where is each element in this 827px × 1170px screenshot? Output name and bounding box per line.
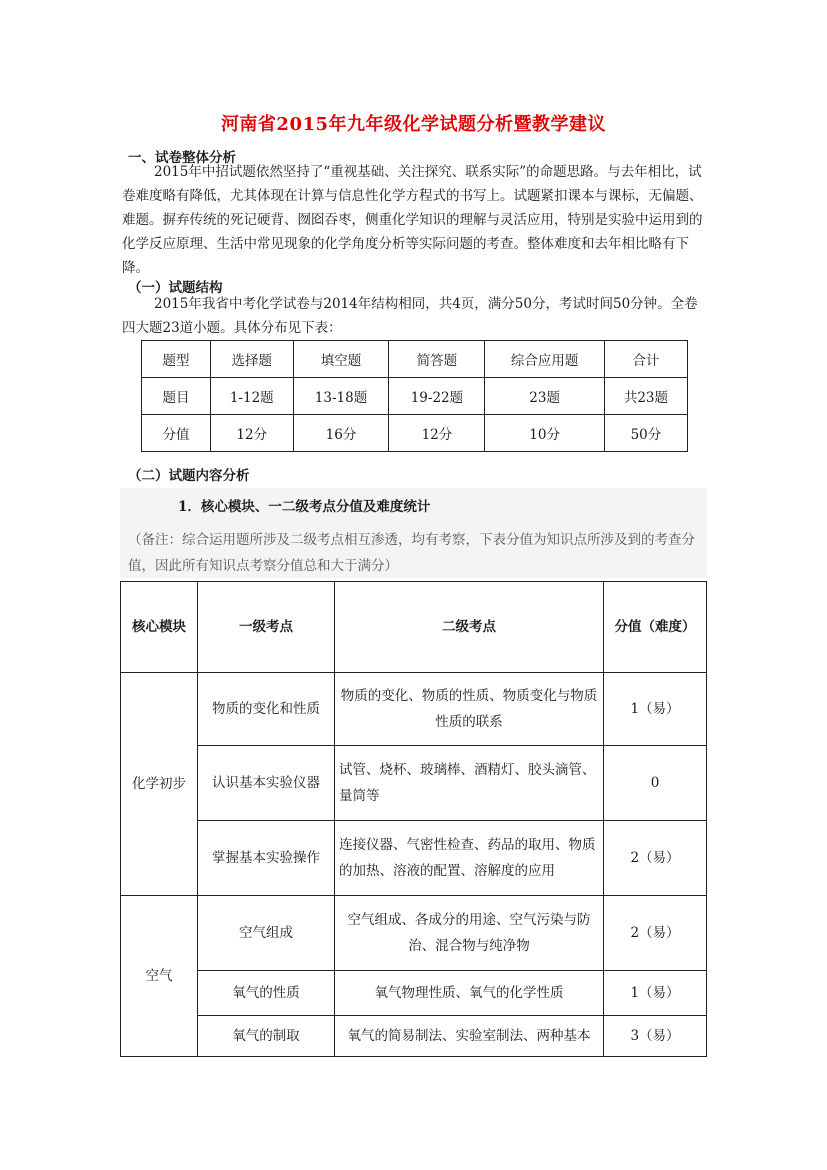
level1-cell: 物质的变化和性质 xyxy=(198,673,335,746)
header-cell: 二级考点 xyxy=(335,582,604,673)
table-cell: 题型 xyxy=(142,341,211,378)
table-cell: 16分 xyxy=(293,415,389,452)
table-note: （备注：综合运用题所涉及二级考点相互渗透，均有考察，下表分值为知识点所涉及到的考查分值，因此所有知识点考察分值总和大于满分） xyxy=(128,532,695,574)
table-cell: 12分 xyxy=(211,415,294,452)
module-cell: 化学初步 xyxy=(121,673,198,896)
section-heading-overall: 一、试卷整体分析 xyxy=(128,150,236,166)
level2-cell: 试管、烧杯、玻璃棒、酒精灯、胶头滴管、量筒等 xyxy=(335,746,604,821)
table-row xyxy=(121,1016,707,1057)
header-cell: 分值（难度） xyxy=(604,582,707,673)
table-cell: 填空题 xyxy=(293,341,389,378)
module-cell: 空气 xyxy=(121,896,198,1057)
overall-analysis-paragraph xyxy=(122,160,707,280)
table-cell: 10分 xyxy=(485,415,604,452)
table-row xyxy=(142,341,688,378)
table-row xyxy=(142,378,688,415)
table-cell: 23题 xyxy=(485,378,604,415)
level1-cell: 空气组成 xyxy=(198,896,335,971)
score-cell: 2（易） xyxy=(604,821,707,896)
document-title: 河南省2015年九年级化学试题分析暨教学建议 xyxy=(220,114,607,135)
level1-cell: 氧气的性质 xyxy=(198,971,335,1016)
table-cell: 题目 xyxy=(142,378,211,415)
subsection-heading: 1．核心模块、一二级考点分值及难度统计 xyxy=(178,499,431,515)
table-cell: 简答题 xyxy=(389,341,485,378)
knowledge-points-table xyxy=(120,581,707,1057)
table-cell: 综合应用题 xyxy=(485,341,604,378)
table-cell: 共23题 xyxy=(604,378,687,415)
section-heading-structure: （一）试题结构 xyxy=(128,280,223,296)
table-cell: 50分 xyxy=(604,415,687,452)
score-cell: 1（易） xyxy=(604,971,707,1016)
score-cell: 2（易） xyxy=(604,896,707,971)
structure-table xyxy=(141,340,688,452)
structure-text: 2015年我省中考化学试卷与2014年结构相同，共4页，满分50分，考试时间50分钟。全卷四大题23道小题。具体分布见下表： xyxy=(122,296,698,336)
header-cell: 核心模块 xyxy=(121,582,198,673)
level1-cell: 认识基本实验仪器 xyxy=(198,746,335,821)
table-row xyxy=(121,673,707,746)
level2-cell: 氧气物理性质、氧气的化学性质 xyxy=(335,971,604,1016)
level1-cell: 氧气的制取 xyxy=(198,1016,335,1057)
table-cell: 1-12题 xyxy=(211,378,294,415)
score-cell: 3（易） xyxy=(604,1016,707,1057)
score-cell: 0 xyxy=(604,746,707,821)
level1-cell: 掌握基本实验操作 xyxy=(198,821,335,896)
table-row xyxy=(121,821,707,896)
table-cell: 13-18题 xyxy=(293,378,389,415)
structure-paragraph xyxy=(122,292,707,340)
table-cell: 合计 xyxy=(604,341,687,378)
level2-cell: 空气组成、各成分的用途、空气污染与防治、混合物与纯净物 xyxy=(335,896,604,971)
table-row xyxy=(121,896,707,971)
table-header-row xyxy=(121,582,707,673)
table-row xyxy=(121,746,707,821)
table-row xyxy=(142,415,688,452)
level2-cell: 连接仪器、气密性检查、药品的取用、物质的加热、溶液的配置、溶解度的应用 xyxy=(335,821,604,896)
level2-cell: 氧气的简易制法、实验室制法、两种基本 xyxy=(335,1016,604,1057)
table-cell: 19-22题 xyxy=(389,378,485,415)
section-heading-content: （二）试题内容分析 xyxy=(128,468,250,484)
level2-cell: 物质的变化、物质的性质、物质变化与物质性质的联系 xyxy=(335,673,604,746)
table-cell: 分值 xyxy=(142,415,211,452)
header-cell: 一级考点 xyxy=(198,582,335,673)
overall-analysis-text: 2015年中招试题依然坚持了“重视基础、关注探究、联系实际”的命题思路。与去年相比，试卷难度略有降低，尤其体现在计算与信息性化学方程式的书写上。试题紧扣课本与课标，无偏题、难题。摒弃传统的死记硬背、囫囵吞枣，侧重化学知识的理解与灵活应用，特别是实验中运用到的化学反应原理、生活中常见现象的化学角度分析等实际问题的考查。整体难度和去年相比略有下降。 xyxy=(122,164,703,276)
score-cell: 1（易） xyxy=(604,673,707,746)
table-cell: 选择题 xyxy=(211,341,294,378)
table-cell: 12分 xyxy=(389,415,485,452)
table-row xyxy=(121,971,707,1016)
